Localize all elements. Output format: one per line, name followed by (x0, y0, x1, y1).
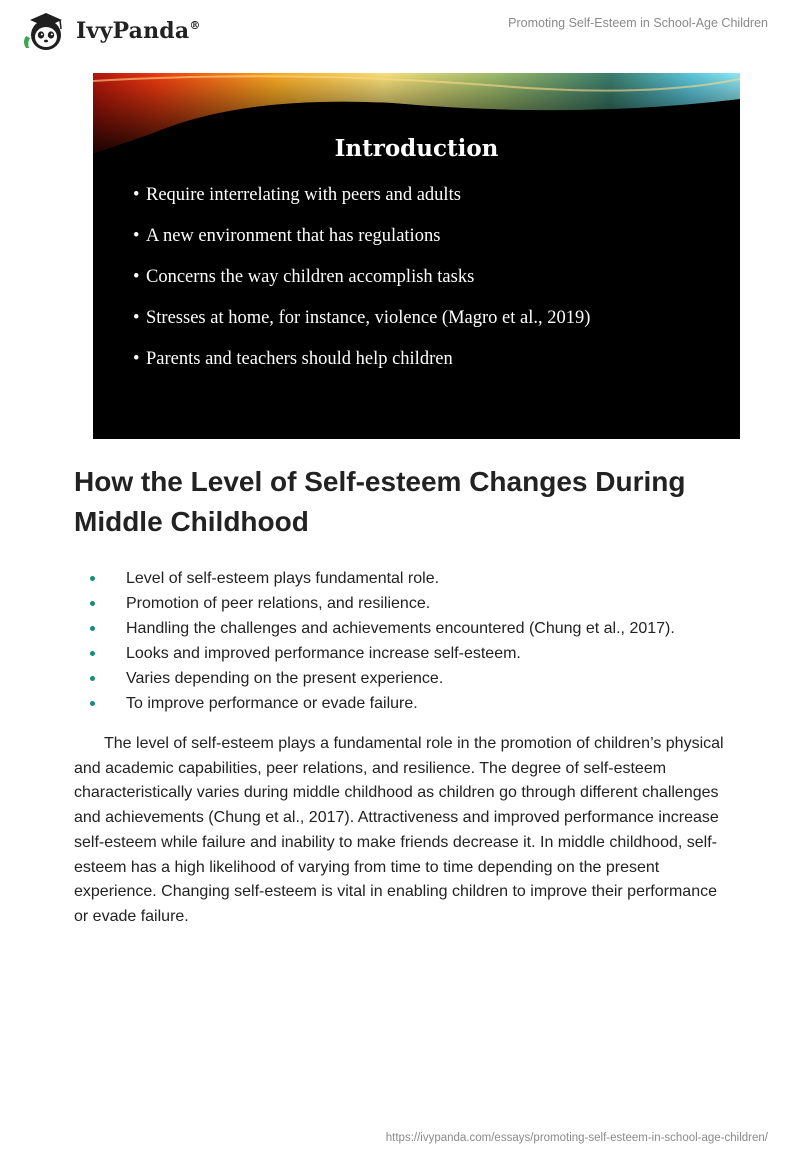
registered-mark: ® (189, 19, 201, 32)
page-header (0, 0, 800, 60)
list-item: Varies depending on the present experience. (90, 666, 675, 691)
slide-bullet: • A new environment that has regulations (133, 225, 590, 266)
slide-bullet: • Require interrelating with peers and adults (133, 184, 590, 225)
logo-name: IvyPanda (76, 18, 190, 44)
list-item: Looks and improved performance increase self-esteem. (90, 641, 675, 666)
key-points-list (90, 566, 675, 716)
list-item: Level of self-esteem plays fundamental role. (90, 566, 675, 591)
panda-graduate-icon (16, 8, 72, 54)
slide-bullet-list (133, 184, 590, 389)
document-title: Promoting Self-Esteem in School-Age Children (508, 16, 768, 30)
section-heading: How the Level of Self-esteem Changes During Middle Childhood (74, 466, 686, 537)
list-item: Handling the challenges and achievements encountered (Chung et al., 2017). (90, 616, 675, 641)
slide-bullet: • Parents and teachers should help children (133, 348, 590, 389)
body-paragraph: The level of self-esteem plays a fundamental role in the promotion of children’s physical and academic capabilities, peer relations, and resilience. The degree of self-esteem characteristically varies during middle childhood as children go through different challenges and achievements (Chung et al., 2017). Attractiveness and improved performance increase self-esteem while failure and inability to make friends decrease it. In middle childhood, self-esteem has a high likelihood of varying from time to time depending on the present experience. Changing self-esteem is vital in enabling children to improve their performance or evade failure. (74, 735, 724, 925)
list-item: To improve performance or evade failure. (90, 691, 675, 716)
slide-title: Introduction (334, 135, 499, 162)
introduction-slide-image (93, 73, 740, 439)
slide-bullet: • Concerns the way children accomplish tasks (133, 266, 590, 307)
source-url[interactable]: https://ivypanda.com/essays/promoting-self-esteem-in-school-age-children/ (385, 1132, 768, 1144)
list-item: Promotion of peer relations, and resilience. (90, 591, 675, 616)
logo-wordmark (76, 18, 201, 44)
slide-bullet: • Stresses at home, for instance, violence (Magro et al., 2019) (133, 307, 590, 348)
ivypanda-logo[interactable] (16, 8, 201, 54)
